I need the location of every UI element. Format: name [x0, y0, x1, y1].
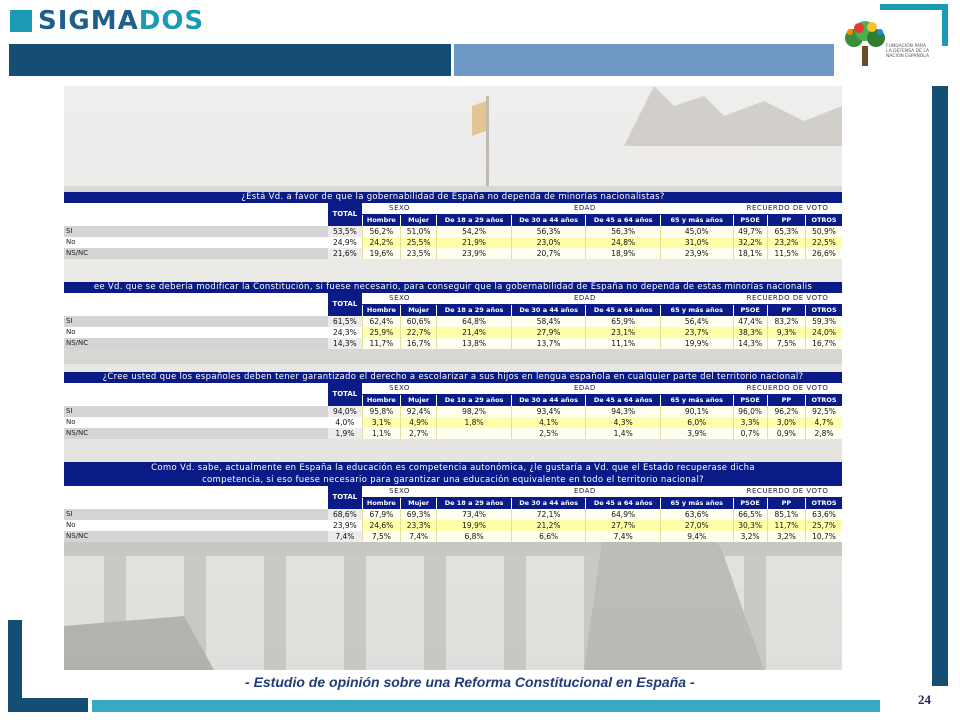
value-cell: 2,8%: [806, 428, 842, 439]
value-cell: 3,1%: [362, 417, 400, 428]
value-cell: 51,0%: [401, 226, 437, 237]
header-subcolumn: De 45 a 64 años: [586, 498, 661, 510]
header-row: [64, 293, 842, 305]
table-row: [64, 316, 842, 327]
value-cell: 9,3%: [767, 327, 805, 338]
header-subcolumn: De 30 a 44 años: [511, 498, 586, 510]
value-cell: [437, 428, 512, 439]
header-row: [64, 383, 842, 395]
value-cell: 13,8%: [437, 338, 512, 349]
header-group: RECUERDO DE VOTO: [733, 293, 842, 305]
header-subcolumn: PSOE: [733, 305, 767, 317]
header-subcolumn: Hombre: [362, 305, 400, 317]
value-cell: 64,8%: [437, 316, 512, 327]
table-row: [64, 509, 842, 520]
header-bar-light: [454, 44, 834, 76]
total-cell: 4,0%: [328, 417, 362, 428]
value-cell: 62,4%: [362, 316, 400, 327]
value-cell: 63,6%: [660, 509, 733, 520]
header-subcolumn: De 30 a 44 años: [511, 395, 586, 407]
value-cell: 45,0%: [660, 226, 733, 237]
total-cell: 24,3%: [328, 327, 362, 338]
value-cell: 21,2%: [511, 520, 586, 531]
value-cell: 64,9%: [586, 509, 661, 520]
value-cell: 3,2%: [733, 531, 767, 542]
value-cell: 4,9%: [401, 417, 437, 428]
row-label: NS/NC: [64, 428, 328, 439]
corner-decoration: [8, 698, 88, 712]
header-group: EDAD: [437, 203, 733, 215]
value-cell: 72,1%: [511, 509, 586, 520]
value-cell: 13,7%: [511, 338, 586, 349]
header-subcolumn: Hombre: [362, 395, 400, 407]
value-cell: 63,6%: [806, 509, 842, 520]
value-cell: 94,3%: [586, 406, 661, 417]
value-cell: 1,8%: [437, 417, 512, 428]
value-cell: 56,3%: [511, 226, 586, 237]
header-subcolumn: OTROS: [806, 498, 842, 510]
header-total: TOTAL: [328, 203, 362, 226]
value-cell: 27,0%: [660, 520, 733, 531]
value-cell: 3,2%: [767, 531, 805, 542]
header-group: RECUERDO DE VOTO: [733, 383, 842, 395]
total-cell: 23,9%: [328, 520, 362, 531]
value-cell: 69,3%: [401, 509, 437, 520]
question-title: competencia, si eso fuese necesario para garantizar una educación equivalente en todo el territorio nacional?: [64, 474, 842, 486]
footer-dash: -: [245, 674, 250, 690]
tree-icon: [842, 18, 888, 72]
total-cell: 21,6%: [328, 248, 362, 259]
value-cell: 92,5%: [806, 406, 842, 417]
value-cell: 85,1%: [767, 509, 805, 520]
value-cell: 7,4%: [586, 531, 661, 542]
corner-decoration: [880, 4, 948, 10]
foundation-logo: [842, 18, 934, 74]
value-cell: 23,2%: [767, 237, 805, 248]
total-cell: 94,0%: [328, 406, 362, 417]
value-cell: 10,7%: [806, 531, 842, 542]
header-subcolumn: De 45 a 64 años: [586, 305, 661, 317]
value-cell: 98,2%: [437, 406, 512, 417]
row-label: NS/NC: [64, 248, 328, 259]
header-total: TOTAL: [328, 486, 362, 509]
header-subcolumn: De 30 a 44 años: [511, 305, 586, 317]
value-cell: 19,6%: [362, 248, 400, 259]
survey-table: [64, 282, 842, 349]
value-cell: 66,5%: [733, 509, 767, 520]
question-title: ee Vd. que se debería modificar la Constitución, si fuese necesario, para conseguir que la gobernabilidad de España no dependa de estas minorías nacionalis: [64, 282, 842, 293]
header-subcolumn: Mujer: [401, 395, 437, 407]
value-cell: 18,1%: [733, 248, 767, 259]
header-subcolumn: Mujer: [401, 498, 437, 510]
total-cell: 68,6%: [328, 509, 362, 520]
value-cell: 6,0%: [660, 417, 733, 428]
value-cell: 4,3%: [586, 417, 661, 428]
value-cell: 19,9%: [661, 338, 734, 349]
value-cell: 6,6%: [511, 531, 586, 542]
value-cell: 56,4%: [661, 316, 734, 327]
header-group: EDAD: [437, 383, 733, 395]
header-blank: [64, 203, 328, 226]
value-cell: 22,5%: [806, 237, 842, 248]
table-row: [64, 417, 842, 428]
header-subcolumn: De 18 a 29 años: [437, 215, 512, 227]
value-cell: 7,4%: [401, 531, 437, 542]
page-number: 24: [918, 692, 931, 707]
value-cell: 56,2%: [362, 226, 400, 237]
header-blank: [64, 293, 328, 316]
value-cell: 96,0%: [733, 406, 767, 417]
total-cell: 14,3%: [328, 338, 362, 349]
foundation-text: FUNDACIÓN PARA LA DEFENSA DE LA NACIÓN ESPAÑOLA: [886, 44, 930, 59]
value-cell: 23,9%: [437, 248, 512, 259]
value-cell: 20,7%: [511, 248, 586, 259]
row-label: No: [64, 520, 328, 531]
row-label: SI: [64, 226, 328, 237]
header-subcolumn: PSOE: [733, 215, 767, 227]
survey-table: [64, 462, 842, 542]
header-blank: [64, 486, 328, 509]
table-row: [64, 338, 842, 349]
right-side-bar: [932, 86, 948, 686]
corner-decoration: [942, 4, 948, 46]
logo-text: [38, 8, 204, 34]
question-title-row: [64, 372, 842, 383]
total-cell: 61,5%: [328, 316, 362, 327]
header-group: SEXO: [362, 293, 437, 305]
row-label: NS/NC: [64, 338, 328, 349]
header-group: EDAD: [437, 293, 733, 305]
total-cell: 53,5%: [328, 226, 362, 237]
value-cell: 1,1%: [362, 428, 400, 439]
value-cell: 90,1%: [660, 406, 733, 417]
table-row: [64, 406, 842, 417]
value-cell: 27,9%: [511, 327, 586, 338]
question-title: ¿Cree usted que los españoles deben tener garantizado el derecho a escolarizar a sus hijos en lengua española en cualquier parte del territorio nacional?: [64, 372, 842, 383]
value-cell: 23,7%: [661, 327, 734, 338]
header-subcolumn: OTROS: [806, 215, 842, 227]
value-cell: 19,9%: [437, 520, 512, 531]
value-cell: 23,1%: [586, 327, 661, 338]
header-subcolumn: Hombre: [362, 498, 400, 510]
table-row: [64, 428, 842, 439]
header-subcolumn: Mujer: [401, 305, 437, 317]
header-subcolumn: PP: [767, 305, 805, 317]
header-total: TOTAL: [328, 383, 362, 406]
header-subcolumn: OTROS: [806, 395, 842, 407]
header-subcolumn: Hombre: [362, 215, 400, 227]
header-subcolumn: 65 y más años: [661, 305, 734, 317]
value-cell: 47,4%: [733, 316, 767, 327]
value-cell: 2,5%: [511, 428, 586, 439]
value-cell: 93,4%: [511, 406, 586, 417]
value-cell: 24,6%: [362, 520, 400, 531]
header-bar-dark: [9, 44, 451, 76]
value-cell: 23,9%: [660, 248, 733, 259]
value-cell: 50,9%: [806, 226, 842, 237]
table-row: [64, 237, 842, 248]
value-cell: 11,7%: [767, 520, 805, 531]
logo-text-part1: SIGMA: [38, 6, 139, 36]
value-cell: 21,4%: [437, 327, 512, 338]
logo-square-icon: [10, 10, 32, 32]
header-subcolumn: 65 y más años: [660, 498, 733, 510]
header-subcolumn: OTROS: [806, 305, 842, 317]
header-subcolumn: PSOE: [733, 498, 767, 510]
header-subcolumn: PP: [767, 498, 805, 510]
header-group: RECUERDO DE VOTO: [733, 486, 842, 498]
header-blank: [64, 383, 328, 406]
header-total: TOTAL: [328, 293, 362, 316]
value-cell: 7,5%: [362, 531, 400, 542]
question-title-row: [64, 474, 842, 486]
header-subcolumn: Mujer: [401, 215, 437, 227]
value-cell: 59,3%: [806, 316, 842, 327]
value-cell: 83,2%: [767, 316, 805, 327]
header-subcolumn: PSOE: [733, 395, 767, 407]
value-cell: 4,7%: [806, 417, 842, 428]
value-cell: 16,7%: [806, 338, 842, 349]
table-row: [64, 226, 842, 237]
header-subcolumn: 65 y más años: [660, 215, 733, 227]
header-subcolumn: De 18 a 29 años: [437, 498, 512, 510]
value-cell: 16,7%: [401, 338, 437, 349]
total-cell: 1,9%: [328, 428, 362, 439]
value-cell: 26,6%: [806, 248, 842, 259]
value-cell: 73,4%: [437, 509, 512, 520]
value-cell: 24,2%: [362, 237, 400, 248]
footer-text: Estudio de opinión sobre una Reforma Constitucional en España: [253, 674, 687, 690]
question-title-row: [64, 282, 842, 293]
header-group: EDAD: [437, 486, 733, 498]
header-group: SEXO: [362, 486, 437, 498]
total-cell: 24,9%: [328, 237, 362, 248]
value-cell: 9,4%: [660, 531, 733, 542]
header-subcolumn: De 45 a 64 años: [586, 215, 661, 227]
header-subcolumn: De 18 a 29 años: [437, 395, 512, 407]
logo-text-part2: DOS: [138, 6, 205, 36]
value-cell: 58,4%: [511, 316, 586, 327]
value-cell: 25,5%: [401, 237, 437, 248]
value-cell: 3,3%: [733, 417, 767, 428]
value-cell: 0,7%: [733, 428, 767, 439]
value-cell: 11,7%: [362, 338, 400, 349]
table-row: [64, 520, 842, 531]
value-cell: 21,9%: [437, 237, 512, 248]
value-cell: 60,6%: [401, 316, 437, 327]
value-cell: 22,7%: [401, 327, 437, 338]
value-cell: 25,7%: [806, 520, 842, 531]
value-cell: 7,5%: [767, 338, 805, 349]
value-cell: 96,2%: [767, 406, 805, 417]
bottom-bar: [92, 700, 880, 712]
question-title: ¿Está Vd. a favor de que la gobernabilidad de España no dependa de minorías nacionalistas?: [64, 192, 842, 203]
value-cell: 30,3%: [733, 520, 767, 531]
value-cell: 1,4%: [586, 428, 661, 439]
value-cell: 25,9%: [362, 327, 400, 338]
value-cell: 3,9%: [660, 428, 733, 439]
value-cell: 92,4%: [401, 406, 437, 417]
value-cell: 11,1%: [586, 338, 661, 349]
value-cell: 4,1%: [511, 417, 586, 428]
header-subcolumn: PP: [767, 395, 805, 407]
value-cell: 49,7%: [733, 226, 767, 237]
value-cell: 0,9%: [767, 428, 805, 439]
header-group: SEXO: [362, 203, 437, 215]
header-subcolumn: De 30 a 44 años: [511, 215, 586, 227]
header-subcolumn: PP: [767, 215, 805, 227]
value-cell: 23,0%: [511, 237, 586, 248]
value-cell: 31,0%: [660, 237, 733, 248]
value-cell: 65,3%: [767, 226, 805, 237]
table-row: [64, 531, 842, 542]
sigmados-logo: [10, 8, 204, 34]
header-row: [64, 486, 842, 498]
row-label: SI: [64, 316, 328, 327]
survey-table: [64, 372, 842, 439]
value-cell: 6,8%: [437, 531, 512, 542]
table-row: [64, 327, 842, 338]
footer-dash: -: [689, 674, 695, 690]
header-subcolumn: 65 y más años: [660, 395, 733, 407]
value-cell: 23,3%: [401, 520, 437, 531]
value-cell: 95,8%: [362, 406, 400, 417]
row-label: No: [64, 327, 328, 338]
value-cell: 24,0%: [806, 327, 842, 338]
row-label: SI: [64, 509, 328, 520]
row-label: No: [64, 417, 328, 428]
table-row: [64, 248, 842, 259]
value-cell: 32,2%: [733, 237, 767, 248]
value-cell: 56,3%: [586, 226, 661, 237]
value-cell: 11,5%: [767, 248, 805, 259]
value-cell: 14,3%: [733, 338, 767, 349]
header-subcolumn: De 18 a 29 años: [437, 305, 512, 317]
row-label: SI: [64, 406, 328, 417]
question-title-row: [64, 462, 842, 474]
total-cell: 7,4%: [328, 531, 362, 542]
footer-caption: [245, 674, 785, 690]
question-title: Como Vd. sabe, actualmente en España la educación es competencia autonómica, ¿le gustaría a Vd. que el Estado recuperase dicha: [64, 462, 842, 474]
value-cell: 3,0%: [767, 417, 805, 428]
row-label: No: [64, 237, 328, 248]
header-group: RECUERDO DE VOTO: [733, 203, 842, 215]
header-group: SEXO: [362, 383, 437, 395]
value-cell: 2,7%: [401, 428, 437, 439]
value-cell: 65,9%: [586, 316, 661, 327]
value-cell: 38,3%: [733, 327, 767, 338]
value-cell: 27,7%: [586, 520, 661, 531]
value-cell: 54,2%: [437, 226, 512, 237]
value-cell: 23,5%: [401, 248, 437, 259]
survey-table: [64, 192, 842, 259]
header-subcolumn: De 45 a 64 años: [586, 395, 661, 407]
value-cell: 67,9%: [362, 509, 400, 520]
header-row: [64, 203, 842, 215]
row-label: NS/NC: [64, 531, 328, 542]
value-cell: 18,9%: [586, 248, 661, 259]
value-cell: 24,8%: [586, 237, 661, 248]
question-title-row: [64, 192, 842, 203]
